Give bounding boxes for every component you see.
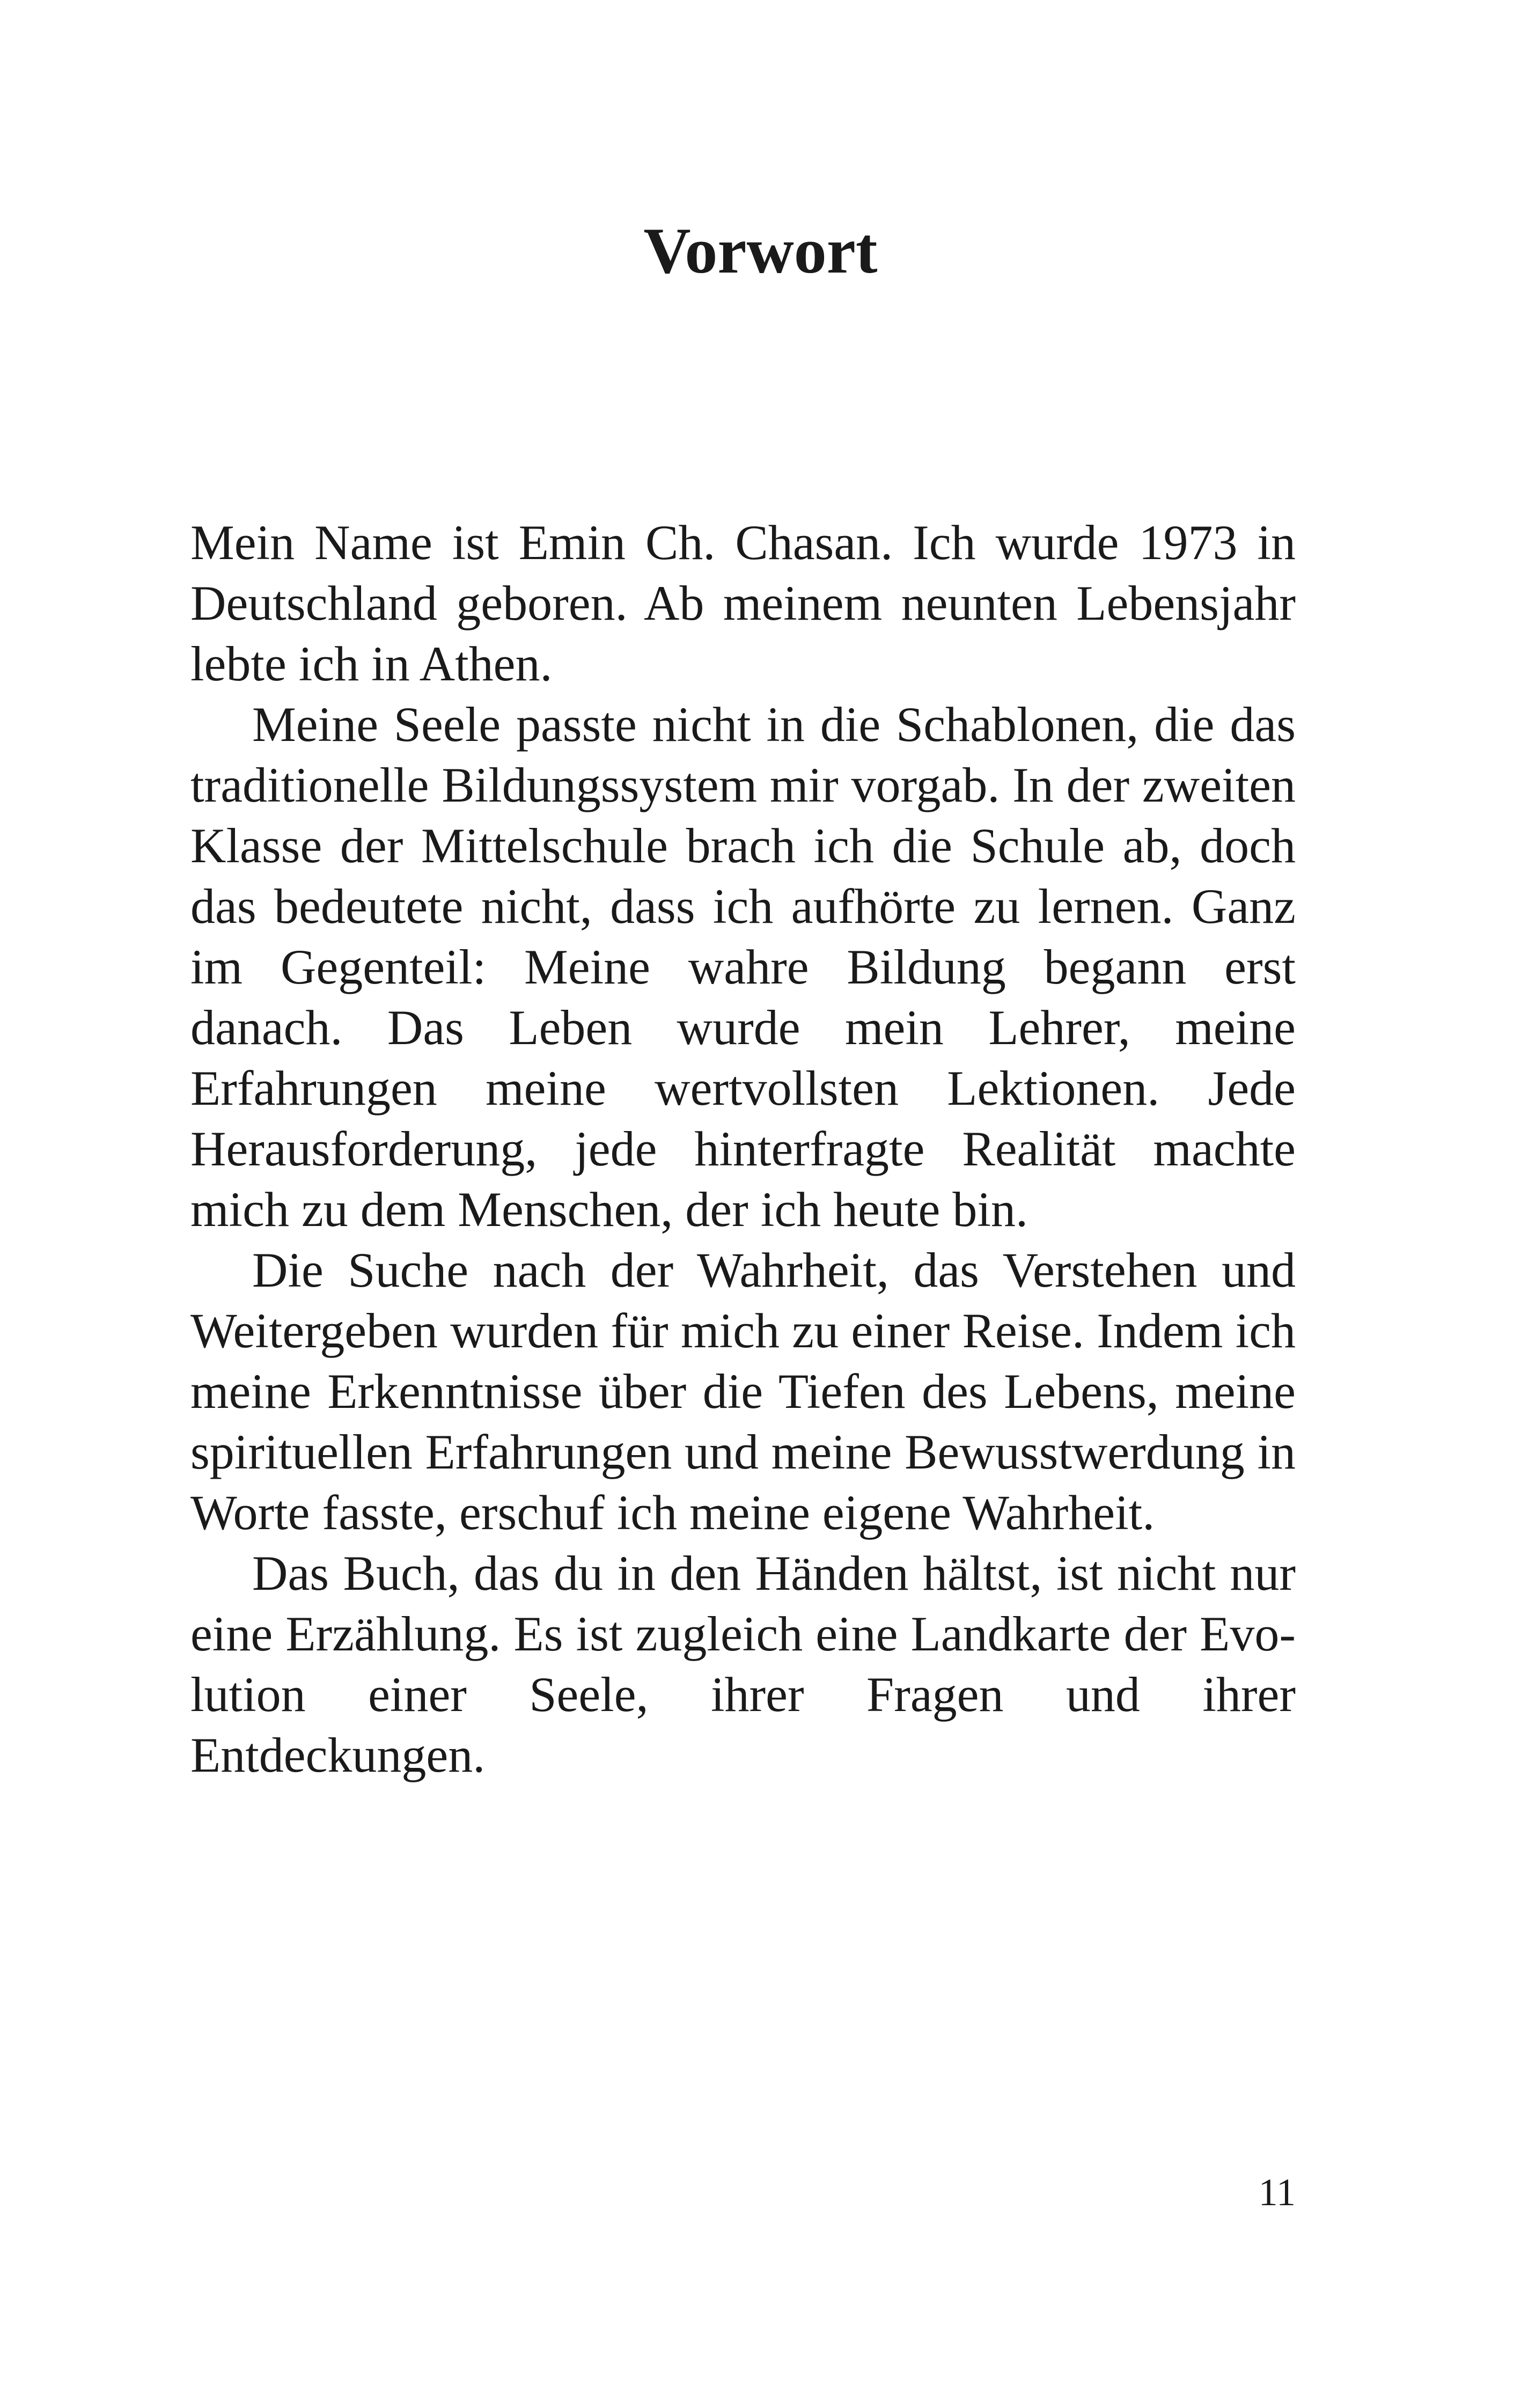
paragraph: Das Buch, das du in den Händen hältst, ist nicht nur eine Erzählung. Es ist zugleich eine Landkarte der Evolution einer Seele, ihrer Fragen und ihrer Entdeckungen.	[190, 1546, 1296, 1782]
page-title: Vorwort	[643, 215, 878, 287]
paragraph: Meine Seele passte nicht in die Schablonen, die das traditionelle Bildungssystem mir vorgab. In der zweiten Klasse der Mittelschule brach ich die Schule ab, doch das bedeutete nicht, dass ich aufhörte zu lernen. Ganz im Gegenteil: Meine wahre Bildung begann erst danach. Das Leben wurde mein Lehrer, meine Erfahrungen meine wertvollsten Lektionen. Jede Herausforderung, jede hinterfragte Realität machte mich zu dem Menschen, der ich heute bin.	[190, 697, 1296, 1237]
page-number: 11	[1258, 2171, 1296, 2214]
body-text	[190, 512, 1296, 1786]
paragraph: Die Suche nach der Wahrheit, das Verstehen und Weitergeben wurden für mich zu einer Reise. Indem ich meine Erkenntnisse über die Tiefen des Lebens, meine spirituellen Erfahrungen und meine Bewusstwerdung in Worte fasste, erschuf ich meine eigene Wahrheit.	[190, 1243, 1296, 1540]
paragraph: Mein Name ist Emin Ch. Chasan. Ich wurde 1973 in Deutschland geboren. Ab meinem neunten Lebensjahr lebte ich in Athen.	[190, 515, 1296, 691]
